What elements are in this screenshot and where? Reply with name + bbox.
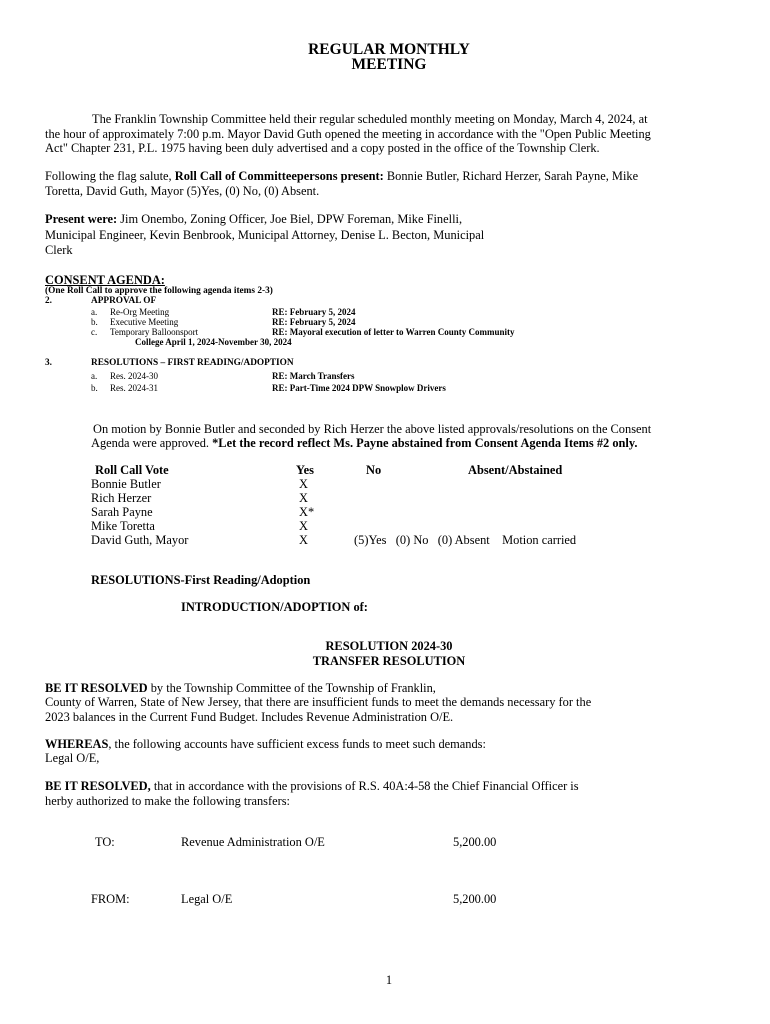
whereas-paragraph bbox=[45, 737, 735, 752]
item3b-name: Res. 2024-31 bbox=[110, 383, 158, 393]
rollcall-header-absent: Absent/Abstained bbox=[468, 463, 563, 477]
page-title-line2: MEETING bbox=[351, 56, 427, 73]
item2-title: APPROVAL OF bbox=[91, 296, 157, 306]
item2c-name: Temporary Balloonsport bbox=[110, 327, 199, 337]
page-number: 1 bbox=[385, 973, 393, 987]
item3a-letter: a. bbox=[91, 371, 98, 381]
transfer-direction: TO: bbox=[95, 835, 115, 849]
present-label: Present were: bbox=[45, 212, 118, 226]
transfer-amount: 5,200.00 bbox=[453, 892, 497, 906]
motion-text: Agenda were approved. bbox=[91, 436, 213, 450]
rollcall-row-yes: X* bbox=[299, 505, 315, 519]
resolved2-label: BE IT RESOLVED, bbox=[45, 779, 151, 793]
item2b-letter: b. bbox=[91, 317, 98, 327]
whereas-text: , the following accounts have sufficient excess funds to meet such demands: bbox=[108, 737, 486, 751]
intro-line: the hour of approximately 7:00 p.m. Mayor David Guth opened the meeting in accordance with the "Open Public Meeting bbox=[45, 127, 651, 141]
item3b-letter: b. bbox=[91, 383, 98, 393]
resolution-number: RESOLUTION 2024-30 bbox=[325, 639, 453, 653]
rollcall-row-yes: X bbox=[299, 491, 308, 505]
present-text: Jim Onembo, Zoning Officer, Joe Biel, DPW Foreman, Mike Finelli, bbox=[117, 212, 463, 226]
transfer-amount: 5,200.00 bbox=[453, 835, 497, 849]
transfer-direction: FROM: bbox=[91, 892, 130, 906]
item3b-re: RE: Part-Time 2024 DPW Snowplow Drivers bbox=[272, 383, 446, 393]
item2c-re: RE: Mayoral execution of letter to Warren County Community bbox=[272, 327, 515, 337]
rollcall-tally: (5)Yes (0) No (0) Absent Motion carried bbox=[354, 533, 577, 547]
rollcall-header-name: Roll Call Vote bbox=[95, 463, 169, 477]
resolved-line: County of Warren, State of New Jersey, that there are insufficient funds to meet the demands necessary for the bbox=[45, 695, 592, 709]
transfer-account: Legal O/E bbox=[181, 892, 233, 906]
whereas-line: Legal O/E, bbox=[45, 751, 100, 765]
item2b-name: Executive Meeting bbox=[110, 317, 179, 327]
item2a-letter: a. bbox=[91, 307, 98, 317]
item3a-re: RE: March Transfers bbox=[272, 371, 355, 381]
rollcall-row-name: David Guth, Mayor bbox=[91, 533, 189, 547]
resolutions-heading: RESOLUTIONS-First Reading/Adoption bbox=[91, 573, 311, 587]
salute-text: Bonnie Butler, Richard Herzer, Sarah Payne, Mike bbox=[383, 169, 639, 183]
salute-line: Toretta, David Guth, Mayor (5)Yes, (0) No, (0) Absent. bbox=[45, 184, 320, 198]
item3-number: 3. bbox=[45, 358, 52, 368]
resolved-paragraph bbox=[45, 681, 735, 696]
intro-line: Act" Chapter 231, P.L. 1975 having been duly advertised and a copy posted in the office of the Township Clerk. bbox=[45, 141, 600, 155]
motion-line: On motion by Bonnie Butler and seconded by Rich Herzer the above listed approvals/resolutions on the Consent bbox=[93, 422, 652, 436]
resolved2-text: that in accordance with the provisions of R.S. 40A:4-58 the Chief Financial Officer is bbox=[150, 779, 579, 793]
item2a-name: Re-Org Meeting bbox=[110, 307, 170, 317]
rollcall-header-no: No bbox=[366, 463, 382, 477]
consent-agenda-sub: (One Roll Call to approve the following agenda items 2-3) bbox=[45, 286, 273, 296]
roll-call-label: Roll Call of Committeepersons present: bbox=[174, 169, 384, 183]
intro-line: The Franklin Township Committee held their regular scheduled monthly meeting on Monday, March 4, 2024, at bbox=[92, 112, 648, 126]
salute-text: Following the flag salute, bbox=[45, 169, 175, 183]
rollcall-row-yes: X bbox=[299, 533, 308, 547]
rollcall-row-name: Bonnie Butler bbox=[91, 477, 161, 491]
item2b-re: RE: February 5, 2024 bbox=[272, 317, 356, 327]
present-line: Municipal Engineer, Kevin Benbrook, Municipal Attorney, Denise L. Becton, Municipal bbox=[45, 228, 485, 242]
rollcall-row-name: Rich Herzer bbox=[91, 491, 152, 505]
present-paragraph bbox=[45, 212, 735, 227]
resolved-line: 2023 balances in the Current Fund Budget. Includes Revenue Administration O/E. bbox=[45, 710, 454, 724]
item3-title: RESOLUTIONS – FIRST READING/ADOPTION bbox=[91, 358, 294, 368]
introduction-adoption-label: INTRODUCTION/ADOPTION of: bbox=[181, 600, 368, 614]
item3a-name: Res. 2024-30 bbox=[110, 371, 158, 381]
rollcall-header-yes: Yes bbox=[296, 463, 314, 477]
motion-line bbox=[91, 436, 751, 451]
rollcall-row-name: Mike Toretta bbox=[91, 519, 155, 533]
intro-paragraph bbox=[45, 112, 735, 127]
rollcall-row-yes: X bbox=[299, 477, 308, 491]
resolution-title: TRANSFER RESOLUTION bbox=[312, 654, 466, 668]
transfer-account: Revenue Administration O/E bbox=[181, 835, 325, 849]
salute-paragraph bbox=[45, 169, 735, 184]
abstain-note: *Let the record reflect Ms. Payne abstained from Consent Agenda Items #2 only. bbox=[212, 436, 638, 450]
item2a-re: RE: February 5, 2024 bbox=[272, 307, 356, 317]
item2c-continuation: College April 1, 2024-November 30, 2024 bbox=[135, 337, 292, 347]
resolved2-line: herby authorized to make the following transfers: bbox=[45, 794, 290, 808]
resolved-text: by the Township Committee of the Township of Franklin, bbox=[147, 681, 436, 695]
rollcall-row-yes: X bbox=[299, 519, 308, 533]
resolved2-paragraph bbox=[45, 779, 735, 794]
resolved-label: BE IT RESOLVED bbox=[45, 681, 148, 695]
item2-number: 2. bbox=[45, 296, 52, 306]
whereas-label: WHEREAS bbox=[45, 737, 109, 751]
consent-agenda-heading: CONSENT AGENDA: bbox=[45, 273, 165, 287]
item2c-letter: c. bbox=[91, 327, 98, 337]
present-line: Clerk bbox=[45, 243, 73, 257]
rollcall-row-name: Sarah Payne bbox=[91, 505, 153, 519]
page-title-line1: REGULAR MONTHLY bbox=[308, 41, 470, 58]
